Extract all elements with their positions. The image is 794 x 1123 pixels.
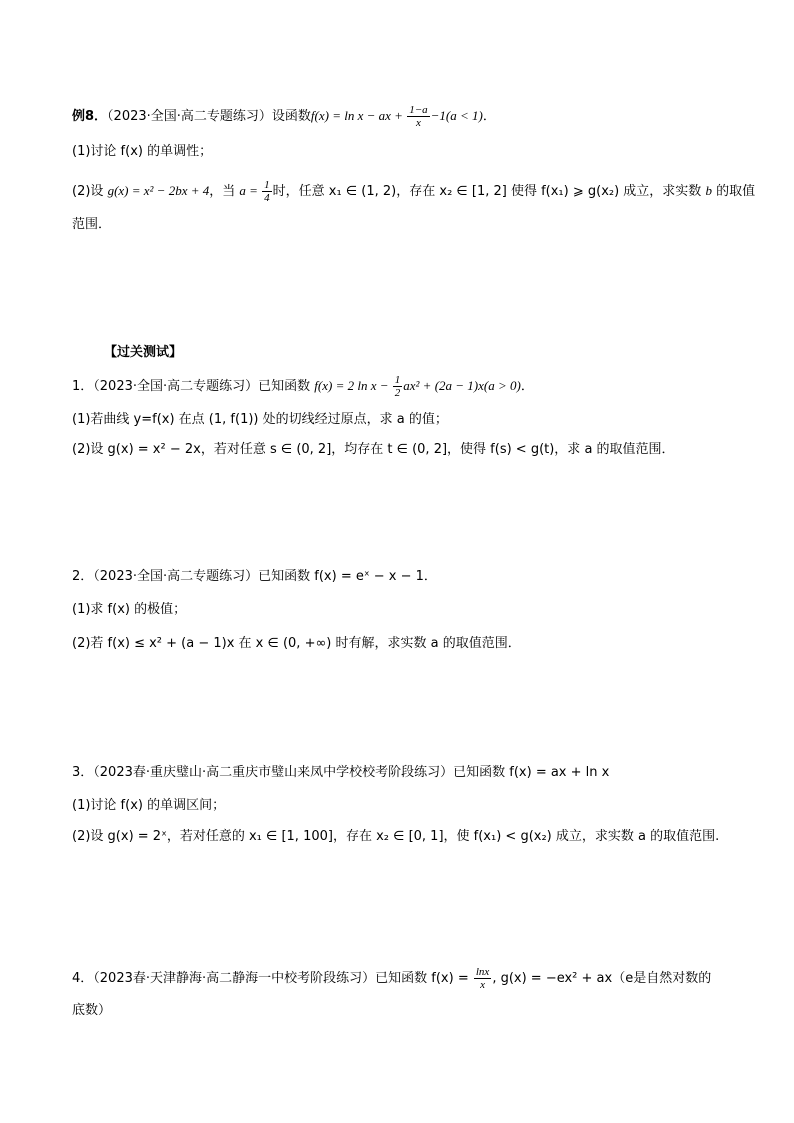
q3-part1: (1)讨论 f(x) 的单调区间； <box>72 798 226 813</box>
example8-g-func: g(x) = x² − 2bx + 4 <box>107 183 210 198</box>
q4-fraction: $\frac{\ln x}{x}$ <box>475 966 490 991</box>
example8-quarter-fraction: $\frac{1}{4}$ <box>264 179 270 204</box>
q1-stem: 1．（2023·全国·高二专题练习）已知函数 f(x) = 2 ln x − $\frac{1}{2}$ ax² + (2a − 1)x(a > 0)． <box>72 374 534 399</box>
example8-label: 例8． <box>72 109 108 124</box>
example8-prefix: 设函数 <box>271 109 311 124</box>
example8-func-a: f(x) = ln x − ax + <box>310 108 407 123</box>
example8-fraction: $\frac{1-a}{x}$ <box>409 104 428 129</box>
q4-stem-cont: 底数） <box>72 1003 112 1018</box>
q3-source: （2023春·重庆璧山·高二重庆市璧山来凤中学校校考阶段练习） <box>93 765 454 780</box>
q4-stem: 4．（2023春·天津静海·高二静海一中校考阶段练习）已知函数 f(x) = $\frac{\ln x}{x}$ , g(x) = −ex² + ax（e是自然对数的 <box>72 966 712 991</box>
example8-func-b: −1(a < 1) <box>430 108 483 123</box>
q2-stem: 2．（2023·全国·高二专题练习）已知函数 f(x) = eˣ − x − 1． <box>72 569 437 584</box>
example8-stem: 例8．（2023·全国·高二专题练习）设函数f(x) = ln x − ax + $\frac{1-a}{x}$ −1(a < 1)． <box>72 104 496 129</box>
q1-fraction: $\frac{1}{2}$ <box>394 374 401 399</box>
example8-source: （2023·全国·高二专题练习） <box>107 109 272 124</box>
section-title: 【过关测试】 <box>104 345 183 360</box>
q3-label: 3． <box>72 765 94 780</box>
q3-stem: 3．（2023春·重庆璧山·高二重庆市璧山来凤中学校校考阶段练习）已知函数 f(x) = ax + ln x <box>72 765 610 780</box>
q1-source: （2023·全国·高二专题练习） <box>93 379 259 394</box>
q3-part2: (2)设 g(x) = 2ˣ，若对任意的 x₁ ∈ [1, 100]，存在 x₂ ∈ [0, 1]，使 f(x₁) < g(x₂) 成立，求实数 a 的取值范围. <box>72 829 720 844</box>
q2-source: （2023·全国·高二专题练习） <box>93 569 259 584</box>
q4-label: 4． <box>72 971 94 986</box>
q4-source: （2023春·天津静海·高二静海一中校考阶段练习） <box>93 971 376 986</box>
example8-part1: (1)讨论 f(x) 的单调性； <box>72 144 213 159</box>
example8-part2-cont: 范围． <box>72 217 112 232</box>
q2-part2: (2)若 f(x) ≤ x² + (a − 1)x 在 x ∈ (0, +∞) 时有解，求实数 a 的取值范围． <box>72 636 521 651</box>
q1-label: 1． <box>72 379 94 394</box>
q2-label: 2． <box>72 569 94 584</box>
example8-part2: (2)设 g(x) = x² − 2bx + 4，当 a = $\frac{1}{4}$ 时，任意 x₁ ∈ (1, 2)，存在 x₂ ∈ [1, 2] 使得 f(x₁) ⩾ g(x₂) 成立，求实数 b 的取值 <box>72 179 756 204</box>
q2-part1: (1)求 f(x) 的极值； <box>72 602 187 617</box>
q1-part1: (1)若曲线 y=f(x) 在点 (1, f(1)) 处的切线经过原点，求 a 的值； <box>72 412 448 427</box>
q1-part2: (2)设 g(x) = x² − 2x，若对任意 s ∈ (0, 2]，均存在 t ∈ (0, 2]，使得 f(s) < g(t)，求 a 的取值范围． <box>72 442 675 457</box>
